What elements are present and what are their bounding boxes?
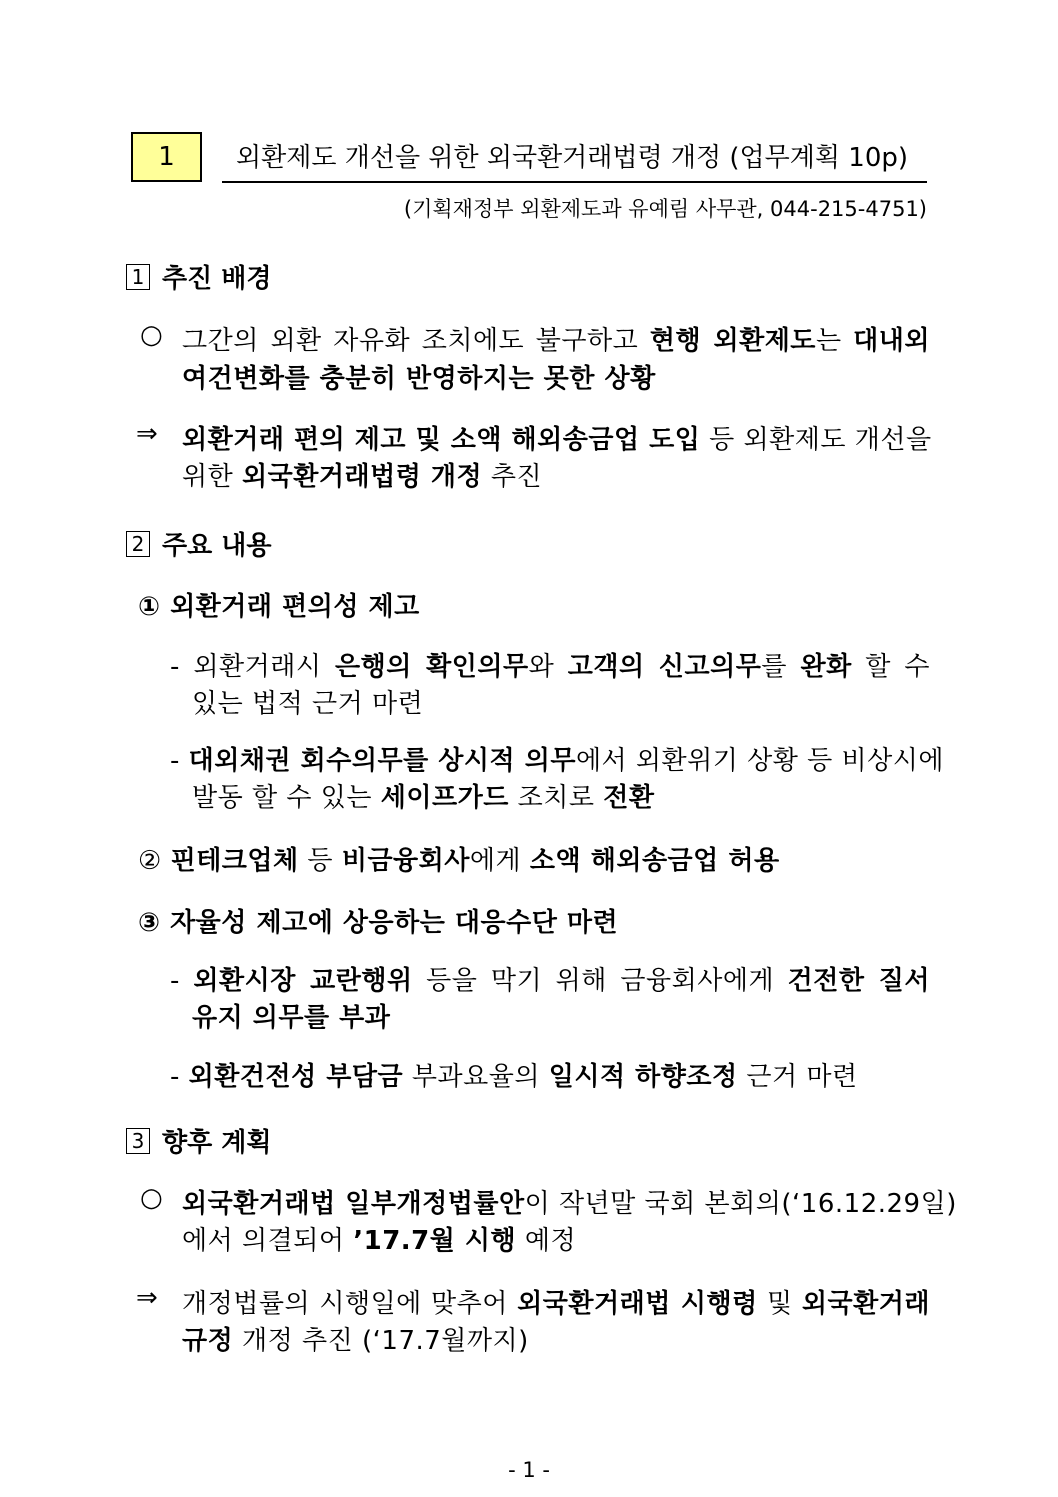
detail-line <box>170 1056 858 1093</box>
text-bold: 전환 <box>603 783 655 813</box>
text-run: 에서 의결되어 <box>182 1226 354 1256</box>
text-run: 그간의 외환 자유화 조치에도 불구하고 <box>182 326 650 356</box>
text-bold: 비금융회사 <box>341 846 470 876</box>
section-number: 1 <box>158 142 175 172</box>
item-heading <box>138 586 420 623</box>
text-run: 조치로 <box>508 783 604 813</box>
paragraph-line <box>182 320 930 357</box>
text-run: 등 <box>298 846 342 876</box>
text-bold: 유지 의무를 부과 <box>192 1003 391 1033</box>
section-num-box: 2 <box>126 531 150 557</box>
bullet-circle: ○ <box>140 1183 163 1213</box>
text-run: 에게 <box>469 846 530 876</box>
text-bold: ③ 자율성 제고에 상응하는 대응수단 마련 <box>138 908 619 938</box>
detail-line <box>192 997 390 1034</box>
detail-line <box>192 683 423 720</box>
text-run: - 외환거래시 <box>170 652 335 682</box>
section-num-box: 1 <box>126 264 150 290</box>
text-run: 를 <box>761 652 801 682</box>
paragraph-line <box>182 419 930 456</box>
text-bold: 여건변화를 충분히 반영하지는 못한 상황 <box>182 364 656 394</box>
text-bold: 현행 외환제도 <box>649 326 816 356</box>
text-run: 개정 추진 (‘17.7월까지) <box>233 1326 529 1356</box>
item-heading <box>138 840 780 877</box>
text-run: 와 <box>528 652 568 682</box>
text-run: 등을 막기 위해 금융회사에게 <box>412 966 788 996</box>
text-bold: 일시적 하향조정 <box>548 1062 738 1092</box>
arrow-icon: ⇒ <box>136 419 158 449</box>
text-run: ② <box>138 846 171 876</box>
contact-info: (기획재정부 외환제도과 유예림 사무관, 044-215-4751) <box>403 197 927 221</box>
text-bold: 대내외 <box>853 326 931 356</box>
text-run: 는 <box>815 326 854 356</box>
text-bold: 외국환거래법 일부개정법률안 <box>182 1189 525 1219</box>
item-heading <box>138 902 618 939</box>
text-run: 등 외환제도 개선을 <box>700 425 932 455</box>
section-title: 주요 내용 <box>162 531 272 561</box>
text-bold: 고객의 신고의무 <box>567 652 762 682</box>
section-title: 향후 계획 <box>162 1128 272 1158</box>
detail-line <box>170 960 930 997</box>
text-bold: 외국환거래법 시행령 <box>517 1289 758 1319</box>
text-run: - <box>170 746 189 776</box>
text-run: 발동 할 수 있는 <box>192 783 381 813</box>
text-run: 추진 <box>482 462 543 492</box>
text-run: - <box>170 966 194 996</box>
section-heading-background <box>126 258 272 295</box>
page-title: 외환제도 개선을 위한 외국환거래법령 개정 (업무계획 10p) <box>236 143 909 173</box>
text-bold: ① 외환거래 편의성 제고 <box>138 592 420 622</box>
title-underline <box>222 181 927 183</box>
text-run: 할 수 <box>851 652 931 682</box>
detail-line <box>170 740 945 777</box>
text-bold: 핀테크업체 <box>170 846 299 876</box>
paragraph-line <box>182 456 542 493</box>
text-bold: ’17.7월 시행 <box>353 1226 517 1256</box>
section-num-box: 3 <box>126 1128 150 1154</box>
text-run: 부과요율의 <box>403 1062 549 1092</box>
text-bold: 외국환거래 <box>801 1289 930 1319</box>
text-run: 및 <box>757 1289 802 1319</box>
section-title: 추진 배경 <box>162 264 272 294</box>
page-number: - 1 - <box>508 1458 550 1482</box>
arrow-icon: ⇒ <box>136 1283 158 1313</box>
text-bold: 은행의 확인의무 <box>334 652 529 682</box>
text-bold: 소액 해외송금업 허용 <box>529 846 780 876</box>
paragraph-line <box>182 358 656 395</box>
text-bold: 규정 <box>182 1326 234 1356</box>
detail-line <box>192 777 654 814</box>
detail-line <box>170 646 930 683</box>
paragraph-line <box>182 1320 529 1357</box>
text-bold: 외환시장 교란행위 <box>193 966 413 996</box>
text-run: 이 작년말 국회 본회의(‘16.12.29일) <box>524 1189 957 1219</box>
section-heading-main-content <box>126 525 272 562</box>
text-run: 위한 <box>182 462 242 492</box>
text-bold: 외국환거래법령 개정 <box>242 462 483 492</box>
paragraph-line <box>182 1283 930 1320</box>
text-bold: 완화 <box>800 652 852 682</box>
text-run: - <box>170 1062 189 1092</box>
bullet-circle: ○ <box>140 320 163 350</box>
text-bold: 건전한 질서 <box>787 966 930 996</box>
text-bold: 대외채권 회수의무를 상시적 의무 <box>188 746 576 776</box>
text-run: 있는 법적 근거 마련 <box>192 689 424 719</box>
text-bold: 외환건전성 부담금 <box>188 1062 404 1092</box>
paragraph-line <box>182 1220 576 1257</box>
paragraph-line <box>182 1183 957 1220</box>
text-bold: 세이프가드 <box>380 783 509 813</box>
text-run: 에서 외환위기 상황 등 비상시에 <box>575 746 945 776</box>
text-run: 개정법률의 시행일에 맞추어 <box>182 1289 518 1319</box>
section-number-box <box>131 132 202 182</box>
text-run: 근거 마련 <box>737 1062 858 1092</box>
text-run: 예정 <box>516 1226 577 1256</box>
section-heading-future-plan <box>126 1122 272 1159</box>
text-bold: 외환거래 편의 제고 및 소액 해외송금업 도입 <box>182 425 701 455</box>
